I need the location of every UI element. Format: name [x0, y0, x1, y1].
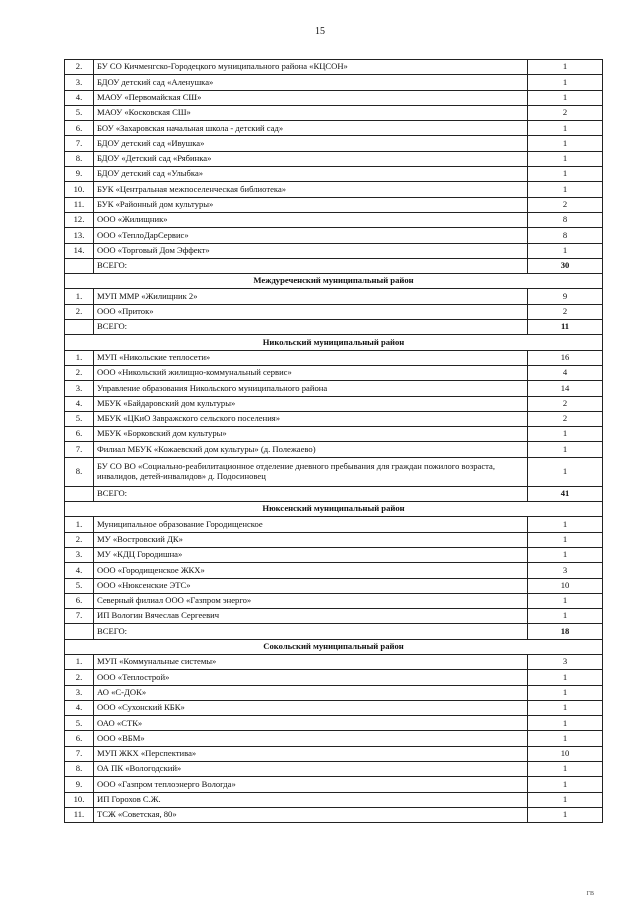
organization-name: МУП ЖКХ «Перспектива» [94, 746, 528, 761]
table-row [65, 289, 603, 304]
organization-name: МБУК «Борковский дом культуры» [94, 427, 528, 442]
table-row [65, 212, 603, 227]
row-count: 1 [528, 792, 603, 807]
organization-name: МБУК «Байдаровский дом культуры» [94, 396, 528, 411]
organization-name: ООО «Торговый Дом Эффект» [94, 243, 528, 258]
organization-name: ООО «Нюксенские ЭТС» [94, 578, 528, 593]
row-count: 1 [528, 762, 603, 777]
row-number: 6. [65, 731, 94, 746]
row-number: 6. [65, 427, 94, 442]
row-count: 14 [528, 381, 603, 396]
table-row [65, 547, 603, 562]
organization-name: ТСЖ «Советская, 80» [94, 807, 528, 822]
row-count: 1 [528, 532, 603, 547]
table-row [65, 716, 603, 731]
section-header-row [65, 639, 603, 654]
table-row [65, 685, 603, 700]
row-number: 10. [65, 792, 94, 807]
organization-name: ООО «Теплострой» [94, 670, 528, 685]
section-header-row [65, 335, 603, 350]
table-row [65, 700, 603, 715]
row-number: 2. [65, 304, 94, 319]
organization-name: МУП ММР «Жилищник 2» [94, 289, 528, 304]
table-row [65, 381, 603, 396]
row-count: 4 [528, 365, 603, 380]
section-header-row [65, 502, 603, 517]
table-row [65, 777, 603, 792]
organization-name: БУК «Центральная межпоселенческая библиотека» [94, 182, 528, 197]
organization-name: ИП Вологин Вячеслав Сергеевич [94, 609, 528, 624]
organization-name: БОУ «Захаровская начальная школа - детский сад» [94, 121, 528, 136]
row-number: 7. [65, 746, 94, 761]
row-count: 1 [528, 807, 603, 822]
organization-name: БУК «Районный дом культуры» [94, 197, 528, 212]
organization-name: МУП «Никольские теплосети» [94, 350, 528, 365]
organization-name: ООО «ТеплоДарСервис» [94, 228, 528, 243]
table-row [65, 396, 603, 411]
row-number: 11. [65, 197, 94, 212]
organization-name: ООО «Городищенское ЖКХ» [94, 563, 528, 578]
row-count: 1 [528, 90, 603, 105]
table-row [65, 609, 603, 624]
row-count: 1 [528, 685, 603, 700]
organization-name: БУ СО ВО «Социально-реабилитационное отделение дневного пребывания для граждан пожилого возраста, инвалидов, детей-инвалидов» д. Подосиновец [94, 457, 528, 486]
organization-name: ВСЕГО: [94, 258, 528, 273]
row-count: 16 [528, 350, 603, 365]
section-title: Нюксенский муниципальный район [65, 502, 603, 517]
row-number: 14. [65, 243, 94, 258]
row-count: 3 [528, 563, 603, 578]
row-number: 2. [65, 532, 94, 547]
row-count: 18 [528, 624, 603, 639]
row-count: 1 [528, 151, 603, 166]
row-count: 2 [528, 304, 603, 319]
table-row [65, 411, 603, 426]
row-number: 9. [65, 167, 94, 182]
organization-name: ООО «Жилищник» [94, 212, 528, 227]
row-number: 6. [65, 593, 94, 608]
row-number [65, 258, 94, 273]
section-title: Никольский муниципальный район [65, 335, 603, 350]
row-count: 9 [528, 289, 603, 304]
row-number: 3. [65, 75, 94, 90]
table-row [65, 350, 603, 365]
table-row [65, 243, 603, 258]
table-row [65, 427, 603, 442]
total-row [65, 258, 603, 273]
table-row [65, 792, 603, 807]
row-count: 1 [528, 182, 603, 197]
organization-name: ВСЕГО: [94, 624, 528, 639]
table-row [65, 60, 603, 75]
row-number: 8. [65, 457, 94, 486]
row-number: 7. [65, 609, 94, 624]
table-row [65, 121, 603, 136]
row-count: 1 [528, 75, 603, 90]
table-row [65, 442, 603, 457]
row-number [65, 486, 94, 501]
organization-name: МУП «Коммунальные системы» [94, 654, 528, 669]
table-row [65, 532, 603, 547]
row-number: 8. [65, 151, 94, 166]
table-row [65, 654, 603, 669]
table-body [65, 60, 603, 823]
row-count: 1 [528, 547, 603, 562]
row-count: 1 [528, 243, 603, 258]
organization-name: БУ СО Кичменгско-Городецкого муниципального района «КЦСОН» [94, 60, 528, 75]
organization-name: МБУК «ЦКиО Завражского сельского поселения» [94, 411, 528, 426]
row-number: 5. [65, 411, 94, 426]
row-count: 2 [528, 197, 603, 212]
row-number: 9. [65, 777, 94, 792]
table-row [65, 670, 603, 685]
table-row [65, 457, 603, 486]
row-number: 5. [65, 716, 94, 731]
organization-name: ООО «Приток» [94, 304, 528, 319]
organization-name: МАОУ «Косковская СШ» [94, 105, 528, 120]
row-count: 1 [528, 731, 603, 746]
row-number: 3. [65, 547, 94, 562]
organization-name: МУ «КДЦ Городишна» [94, 547, 528, 562]
organization-name: Филиал МБУК «Кожаевский дом культуры» (д. Полежаево) [94, 442, 528, 457]
table-row [65, 365, 603, 380]
row-count: 1 [528, 593, 603, 608]
row-number: 5. [65, 105, 94, 120]
table-row [65, 731, 603, 746]
organization-name: ИП Горохов С.Ж. [94, 792, 528, 807]
organization-name: ОАО «СТК» [94, 716, 528, 731]
row-number: 3. [65, 685, 94, 700]
row-count: 1 [528, 777, 603, 792]
section-title: Сокольский муниципальный район [65, 639, 603, 654]
row-number: 10. [65, 182, 94, 197]
row-count: 1 [528, 427, 603, 442]
organization-name: Муниципальное образование Городищенское [94, 517, 528, 532]
table-row [65, 167, 603, 182]
total-row [65, 624, 603, 639]
table-row [65, 578, 603, 593]
row-number: 8. [65, 762, 94, 777]
row-count: 1 [528, 670, 603, 685]
row-count: 10 [528, 578, 603, 593]
row-number: 1. [65, 350, 94, 365]
row-count: 1 [528, 136, 603, 151]
table-row [65, 136, 603, 151]
row-number: 1. [65, 517, 94, 532]
table-row [65, 517, 603, 532]
organization-name: МУ «Востровский ДК» [94, 532, 528, 547]
row-count: 10 [528, 746, 603, 761]
organization-name: БДОУ детский сад «Аленушка» [94, 75, 528, 90]
row-count: 2 [528, 396, 603, 411]
table-row [65, 105, 603, 120]
row-count: 2 [528, 411, 603, 426]
row-count: 8 [528, 212, 603, 227]
row-number: 2. [65, 670, 94, 685]
table-row [65, 746, 603, 761]
row-count: 2 [528, 105, 603, 120]
organization-name: ОА ПК «Вологодский» [94, 762, 528, 777]
row-number: 3. [65, 381, 94, 396]
row-number [65, 320, 94, 335]
row-count: 11 [528, 320, 603, 335]
organizations-table [64, 59, 603, 823]
organization-name: БДОУ детский сад «Ивушка» [94, 136, 528, 151]
row-count: 1 [528, 517, 603, 532]
row-number: 7. [65, 442, 94, 457]
row-count: 30 [528, 258, 603, 273]
row-number: 1. [65, 289, 94, 304]
table-row [65, 593, 603, 608]
organization-name: БДОУ детский сад «Улыбка» [94, 167, 528, 182]
table-row [65, 228, 603, 243]
total-row [65, 320, 603, 335]
row-count: 41 [528, 486, 603, 501]
row-number: 7. [65, 136, 94, 151]
table-row [65, 151, 603, 166]
table-row [65, 182, 603, 197]
row-count: 1 [528, 167, 603, 182]
row-number: 4. [65, 396, 94, 411]
row-number [65, 624, 94, 639]
row-number: 5. [65, 578, 94, 593]
row-count: 1 [528, 716, 603, 731]
row-count: 1 [528, 609, 603, 624]
organization-name: ООО «Газпром теплоэнерго Вологда» [94, 777, 528, 792]
table-row [65, 75, 603, 90]
row-count: 1 [528, 457, 603, 486]
corner-mark: ГВ [586, 891, 594, 897]
row-number: 1. [65, 654, 94, 669]
row-number: 4. [65, 563, 94, 578]
section-title: Междуреченский муниципальный район [65, 274, 603, 289]
section-header-row [65, 274, 603, 289]
organization-name: ВСЕГО: [94, 320, 528, 335]
row-number: 4. [65, 700, 94, 715]
organization-name: ООО «Никольский жилищно-коммунальный сервис» [94, 365, 528, 380]
row-number: 11. [65, 807, 94, 822]
row-count: 3 [528, 654, 603, 669]
table-row [65, 197, 603, 212]
total-row [65, 486, 603, 501]
table-row [65, 563, 603, 578]
row-count: 1 [528, 60, 603, 75]
row-number: 13. [65, 228, 94, 243]
organization-name: БДОУ «Детский сад «Рябинка» [94, 151, 528, 166]
row-number: 2. [65, 60, 94, 75]
page-number: 15 [315, 26, 325, 37]
organization-name: Управление образования Никольского муниципального района [94, 381, 528, 396]
row-number: 6. [65, 121, 94, 136]
organization-name: МАОУ «Первомайская СШ» [94, 90, 528, 105]
row-count: 1 [528, 121, 603, 136]
organization-name: Северный филиал ООО «Газпром энерго» [94, 593, 528, 608]
row-number: 12. [65, 212, 94, 227]
row-count: 8 [528, 228, 603, 243]
row-number: 4. [65, 90, 94, 105]
organization-name: ООО «Сухонский КБК» [94, 700, 528, 715]
table-row [65, 90, 603, 105]
row-number: 2. [65, 365, 94, 380]
organization-name: ВСЕГО: [94, 486, 528, 501]
organization-name: ООО «ВБМ» [94, 731, 528, 746]
organization-name: АО «С-ДОК» [94, 685, 528, 700]
table-row [65, 304, 603, 319]
table-row [65, 762, 603, 777]
row-count: 1 [528, 700, 603, 715]
table-row [65, 807, 603, 822]
row-count: 1 [528, 442, 603, 457]
